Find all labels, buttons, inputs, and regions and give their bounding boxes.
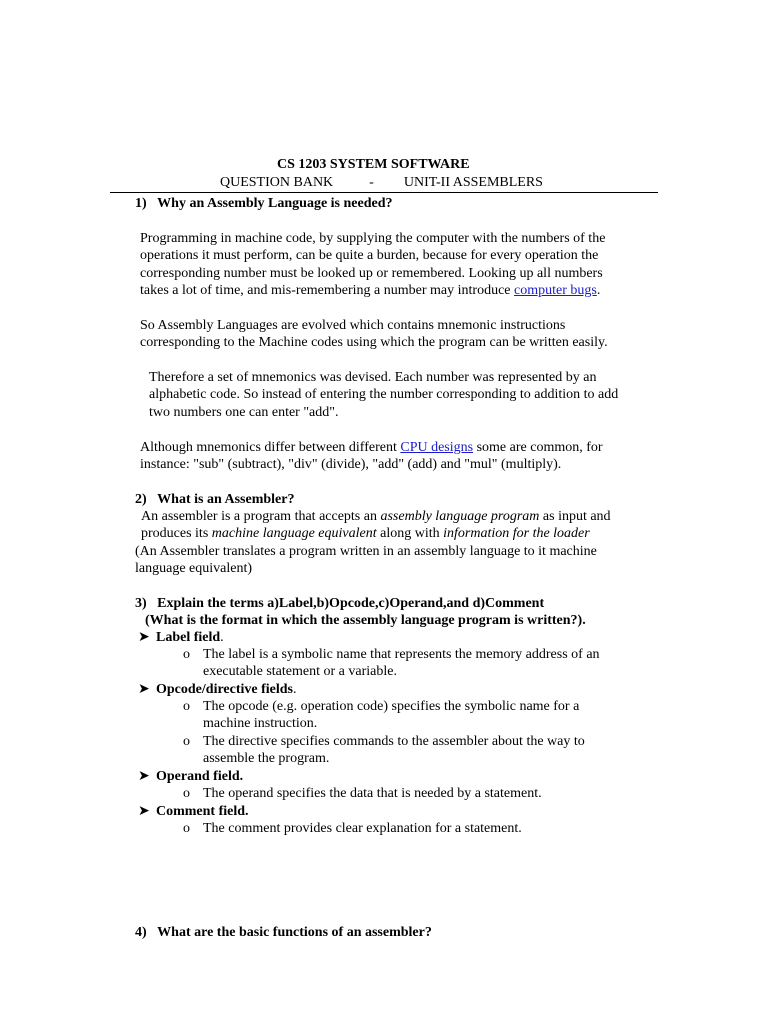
- text-span: as input and: [539, 509, 611, 524]
- subtitle-question-bank: QUESTION BANK: [220, 175, 334, 190]
- text-line: [183, 733, 585, 750]
- text-span: The comment provides clear explanation for a statement.: [203, 821, 522, 836]
- q1-paragraph-1: [140, 230, 605, 299]
- opcode-field-subitem-1: [183, 698, 579, 733]
- text-line: corresponding to the Machine codes using which the program can be written easily.: [140, 335, 608, 351]
- q1-paragraph-3: [149, 369, 618, 421]
- text-span: Although mnemonics differ between different: [140, 440, 401, 455]
- text-span: along with: [376, 526, 444, 542]
- operand-field-subitem: [183, 785, 542, 802]
- text-line: So Assembly Languages are evolved which contains mnemonic instructions: [140, 318, 566, 333]
- label-field-subitem: [183, 646, 600, 681]
- arrow-bullet-icon: ➤: [138, 630, 150, 645]
- subtitle-dash: -: [369, 175, 374, 190]
- cpu-designs-link[interactable]: CPU designs: [400, 440, 474, 455]
- opcode-field-item: [138, 681, 297, 698]
- italic-span: assembly language program: [380, 509, 540, 524]
- text-span: The operand specifies the data that is needed by a statement.: [203, 786, 542, 801]
- q1-paragraph-4: [140, 439, 603, 474]
- q1-paragraph-2: [140, 317, 608, 352]
- text-span: .: [220, 630, 224, 645]
- circle-bullet-icon: o: [183, 699, 190, 714]
- text-line: [135, 525, 611, 542]
- text-line: [140, 439, 603, 456]
- q3-subheading: (What is the format in which the assembly language program is written?).: [145, 613, 586, 628]
- q3-number: 3): [135, 596, 147, 611]
- operand-field-term: Operand field.: [156, 769, 244, 784]
- document-title: CS 1203 SYSTEM SOFTWARE: [277, 157, 470, 172]
- q3-question: Explain the terms a)Label,b)Opcode,c)Operand,and d)Comment: [157, 596, 545, 611]
- circle-bullet-icon: o: [183, 734, 190, 749]
- text-line: machine instruction.: [203, 716, 318, 732]
- circle-bullet-icon: o: [183, 821, 190, 836]
- arrow-bullet-icon: ➤: [138, 682, 150, 697]
- text-line: (An Assembler translates a program written in an assembly language to it machine: [135, 543, 597, 559]
- computer-bugs-link[interactable]: computer bugs: [514, 282, 597, 298]
- text-span: some are common, for: [473, 440, 603, 455]
- q2-heading: [135, 491, 294, 508]
- q3-heading: [135, 595, 544, 612]
- q4-heading: [135, 924, 432, 941]
- text-line: language equivalent): [135, 560, 253, 576]
- comment-field-term: Comment field.: [156, 804, 249, 819]
- italic-span: information for the loader: [443, 526, 590, 542]
- arrow-bullet-icon: ➤: [138, 804, 150, 819]
- q2-number: 2): [135, 492, 147, 507]
- text-line: instance: "sub" (subtract), "div" (divide), "add" (add) and "mul" (multiply).: [140, 457, 562, 473]
- text-line: [140, 282, 605, 299]
- text-line: two numbers one can enter "add".: [149, 404, 339, 420]
- text-line: Programming in machine code, by supplying the computer with the numbers of the: [140, 231, 606, 246]
- text-span: produces its: [141, 526, 212, 542]
- text-span: The directive specifies commands to the assembler about the way to: [203, 734, 585, 749]
- text-span: .: [293, 682, 297, 697]
- label-field-term: Label field: [156, 630, 221, 645]
- document-subtitle: [220, 174, 543, 191]
- text-span: takes a lot of time, and mis-remembering a number may introduce: [140, 282, 514, 298]
- text-line: [183, 698, 579, 715]
- text-line: alphabetic code. So instead of entering the number corresponding to addition to add: [149, 387, 619, 403]
- opcode-field-term: Opcode/directive fields: [156, 682, 293, 697]
- text-line: executable statement or a variable.: [203, 664, 397, 680]
- q4-question: What are the basic functions of an assembler?: [157, 925, 432, 940]
- text-line: assemble the program.: [203, 751, 330, 767]
- q1-number: 1): [135, 196, 147, 211]
- circle-bullet-icon: o: [183, 647, 190, 662]
- circle-bullet-icon: o: [183, 786, 190, 801]
- comment-field-item: [138, 803, 249, 820]
- opcode-field-subitem-2: [183, 733, 585, 768]
- q4-number: 4): [135, 925, 147, 940]
- text-line: [183, 646, 600, 663]
- text-line: corresponding number must be looked up or remembered. Looking up all numbers: [140, 265, 603, 281]
- italic-span: machine language equivalent: [211, 526, 377, 542]
- text-line: [135, 508, 611, 525]
- q1-heading: [135, 195, 393, 212]
- comment-field-subitem: [183, 820, 522, 837]
- arrow-bullet-icon: ➤: [138, 769, 150, 784]
- text-span: .: [596, 282, 601, 298]
- label-field-item: [138, 629, 224, 646]
- q2-question: What is an Assembler?: [157, 492, 295, 507]
- text-span: The label is a symbolic name that represents the memory address of an: [203, 647, 600, 662]
- header-rule: [110, 192, 658, 193]
- operand-field-item: [138, 768, 243, 785]
- text-line: operations it must perform, can be quite a burden, because for every operation the: [140, 248, 599, 264]
- subtitle-unit: UNIT-II ASSEMBLERS: [403, 175, 543, 190]
- text-span: An assembler is a program that accepts an: [141, 509, 381, 524]
- text-line: Therefore a set of mnemonics was devised. Each number was represented by an: [149, 370, 597, 385]
- q2-answer: [135, 508, 611, 577]
- text-span: The opcode (e.g. operation code) specifies the symbolic name for a: [203, 699, 580, 714]
- q1-question: Why an Assembly Language is needed?: [157, 196, 393, 211]
